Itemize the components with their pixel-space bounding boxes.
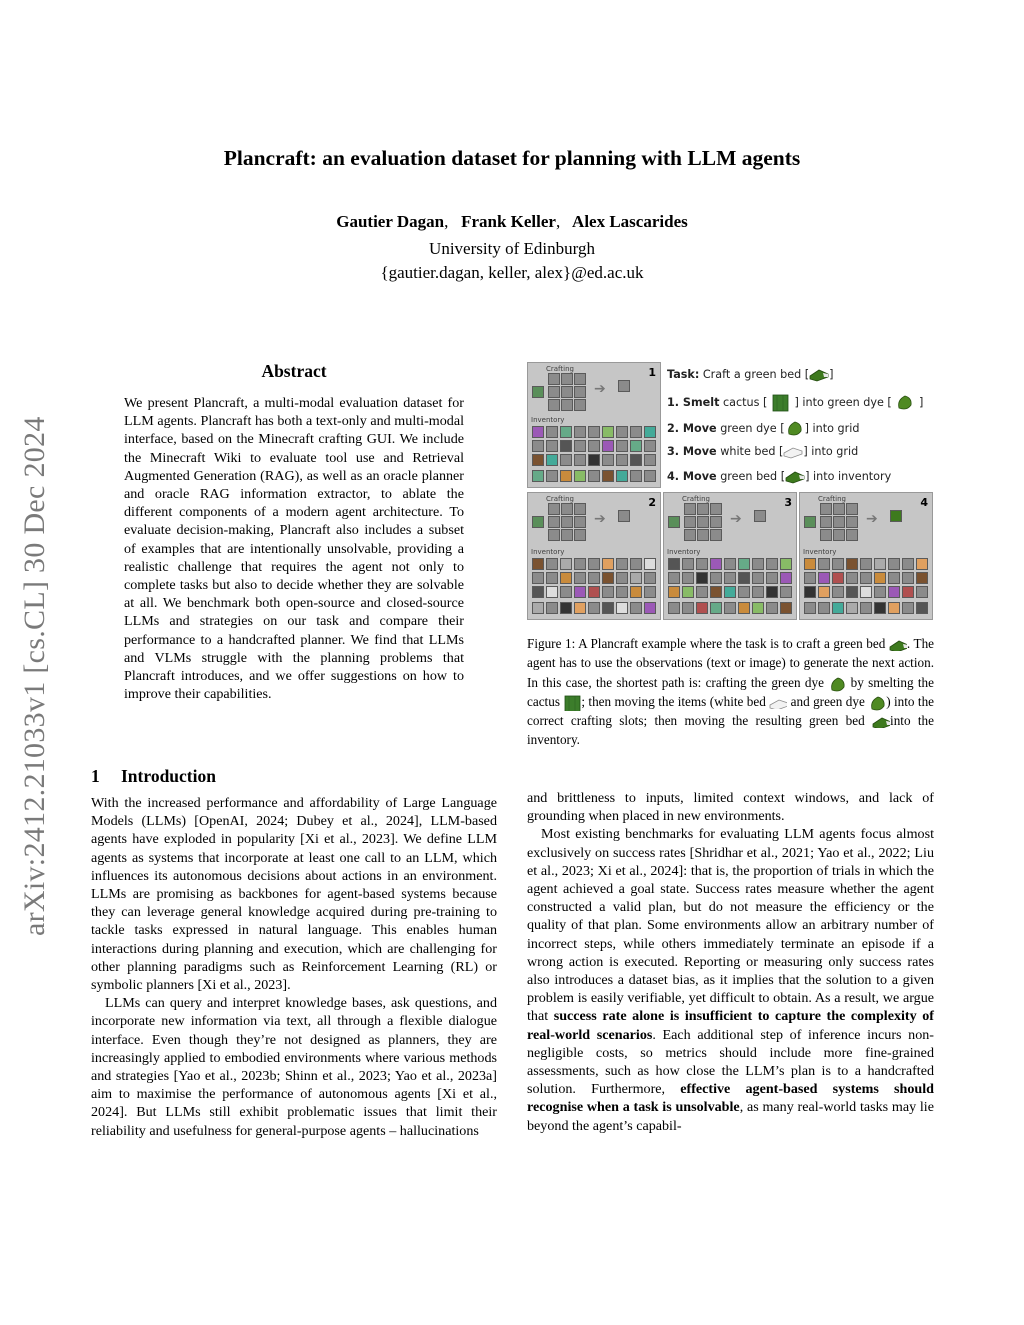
crafting-result-slot <box>754 510 766 522</box>
inventory-slot <box>616 586 628 598</box>
inventory-slot <box>696 586 708 598</box>
inventory-slot <box>902 572 914 584</box>
inventory-slot <box>888 586 900 598</box>
panel-number: 1 <box>648 366 656 379</box>
inventory-slot <box>532 572 544 584</box>
panel-number: 4 <box>920 496 928 509</box>
crafting-grid-slot <box>710 529 722 541</box>
inventory-slot <box>832 586 844 598</box>
paragraph: and brittleness to inputs, limited context windows, and lack of grounding when placed in new environments. <box>527 790 934 825</box>
crafting-grid-slot <box>846 516 858 528</box>
inventory-slot <box>738 572 750 584</box>
crafting-grid-slot <box>684 503 696 515</box>
crafting-grid-slot <box>710 503 722 515</box>
crafting-grid-slot <box>820 516 832 528</box>
inventory-slot <box>644 440 656 452</box>
crafting-result-slot <box>618 380 630 392</box>
inventory-slot <box>574 572 586 584</box>
inventory-slot <box>630 602 642 614</box>
inventory-slot <box>630 586 642 598</box>
furnace-slot <box>532 386 544 398</box>
inventory-slot <box>588 586 600 598</box>
figure-caption <box>527 634 934 750</box>
arrow-icon: ➔ <box>594 381 606 397</box>
inventory-slot <box>916 602 928 614</box>
inventory-slot <box>710 602 722 614</box>
inventory-slot <box>616 572 628 584</box>
inventory-slot <box>916 558 928 570</box>
inventory-slot <box>888 558 900 570</box>
inventory-slot <box>804 558 816 570</box>
inventory-slot <box>738 602 750 614</box>
step-label: 2. Move <box>667 422 717 435</box>
white-bed-icon <box>783 445 803 459</box>
inventory-slot <box>630 470 642 482</box>
inventory-slot <box>724 572 736 584</box>
inventory-slot <box>560 558 572 570</box>
inventory-slot <box>560 602 572 614</box>
section-number: 1 <box>91 766 100 786</box>
arrow-icon: ➔ <box>594 511 606 527</box>
inventory-slot <box>874 572 886 584</box>
crafting-grid-slot <box>561 399 573 411</box>
green-bed-icon <box>785 470 805 484</box>
inventory-slot <box>804 602 816 614</box>
green-bed-icon <box>809 368 829 382</box>
inventory-slot <box>532 602 544 614</box>
inventory-slot <box>574 602 586 614</box>
inventory-slot <box>630 440 642 452</box>
inventory-slot <box>668 586 680 598</box>
inventory-slot <box>738 586 750 598</box>
inventory-slot <box>588 470 600 482</box>
green-dye-icon <box>895 394 915 412</box>
green-bed-icon <box>889 639 907 651</box>
inventory-slot <box>682 572 694 584</box>
crafting-grid-slot <box>561 516 573 528</box>
crafting-grid-slot <box>561 373 573 385</box>
panel-number: 3 <box>784 496 792 509</box>
paragraph-text: , as many real-world tasks may lie beyond the agent’s capabil- <box>527 1099 934 1134</box>
crafting-grid-slot <box>561 529 573 541</box>
crafting-grid-slot <box>548 386 560 398</box>
inventory-slot <box>888 602 900 614</box>
inventory-slot <box>846 572 858 584</box>
crafting-grid-slot <box>574 529 586 541</box>
inventory-slot <box>916 586 928 598</box>
inventory-slot <box>874 602 886 614</box>
inventory-slot <box>738 558 750 570</box>
paragraph-text: Most existing benchmarks for evaluating LLM agents focus almost exclusively on success rates [Shridhar et al., 2021; Yao et al., 2022; Liu et al., 2023; Xi et al., 2024]: that is, the proportion of trials in which the agent achieved a goal state. Success rates measure whether the agent constructed a valid plan, but do not measure the efficiency or the quality of that plan. Some environments allow an arbitrary number of incorrect steps, while others immediately terminate an episode if a wrong action is executed. Reporting or measuring only success rates also introduces a dataset bias, as it implies that the solution to a given problem is easily verifiable, yet difficult to obtain. As a result, we argue that <box>527 826 934 1025</box>
step-2 <box>667 420 859 438</box>
inventory-slot <box>696 558 708 570</box>
step-text: green dye [ <box>720 422 785 435</box>
inventory-slot <box>780 602 792 614</box>
inventory-slot <box>916 572 928 584</box>
crafting-grid-slot <box>561 503 573 515</box>
inventory-slot <box>818 586 830 598</box>
inventory-slot <box>860 586 872 598</box>
crafting-grid-slot <box>574 503 586 515</box>
inventory-slot <box>818 572 830 584</box>
white-bed-icon <box>769 697 787 709</box>
inventory-label: Inventory <box>531 416 565 424</box>
inventory-slot <box>532 586 544 598</box>
inventory-slot <box>616 558 628 570</box>
caption-text: ) into the correct crafting slots; then moving the resulting green bed <box>527 693 935 729</box>
intro-right-column <box>527 789 934 1135</box>
inventory-slot <box>588 426 600 438</box>
inventory-slot <box>724 602 736 614</box>
inventory-slot <box>644 586 656 598</box>
inventory-slot <box>846 558 858 570</box>
intro-left-column <box>91 794 497 1140</box>
inventory-slot <box>710 558 722 570</box>
author-email: {gautier.dagan, keller, alex}@ed.ac.uk <box>380 263 644 282</box>
green-dye-icon <box>828 676 846 692</box>
step-4 <box>667 470 891 484</box>
affiliation: University of Edinburgh <box>429 239 595 258</box>
crafting-grid-slot <box>574 516 586 528</box>
crafting-grid-slot <box>697 503 709 515</box>
inventory-slot <box>602 426 614 438</box>
bracket: ] <box>829 368 834 381</box>
inventory-slot <box>710 572 722 584</box>
inventory-slot <box>682 586 694 598</box>
crafting-result-slot <box>890 510 902 522</box>
arrow-icon: ➔ <box>730 511 742 527</box>
inventory-slot <box>616 426 628 438</box>
task-text: Craft a green bed [ <box>702 368 810 381</box>
crafting-label: Crafting <box>818 495 846 503</box>
inventory-slot <box>602 454 614 466</box>
inventory-slot <box>804 586 816 598</box>
step-text: ] into inventory <box>805 470 892 483</box>
arrow-icon: ➔ <box>866 511 878 527</box>
bracket: ] <box>918 396 924 409</box>
inventory-slot <box>766 586 778 598</box>
inventory-slot <box>560 470 572 482</box>
inventory-slot <box>616 454 628 466</box>
paper-title: Plancraft: an evaluation dataset for planning with LLM agents <box>223 146 801 170</box>
inventory-slot <box>780 586 792 598</box>
green-dye-icon <box>785 420 805 438</box>
inventory-slot <box>644 470 656 482</box>
step-text: green bed [ <box>720 470 786 483</box>
step-text: ] into green dye [ <box>794 396 892 409</box>
inventory-slot <box>668 602 680 614</box>
step-text: ] into grid <box>804 422 860 435</box>
inventory-label: Inventory <box>667 548 701 556</box>
crafting-grid-slot <box>833 529 845 541</box>
inventory-slot <box>630 426 642 438</box>
figure-1 <box>527 362 937 620</box>
inventory-slot <box>574 586 586 598</box>
crafting-grid-slot <box>548 503 560 515</box>
inventory-slot <box>560 454 572 466</box>
inventory-slot <box>546 440 558 452</box>
inventory-slot <box>560 586 572 598</box>
inventory-slot <box>846 586 858 598</box>
paragraph <box>527 825 934 1134</box>
crafting-grid-slot <box>833 516 845 528</box>
inventory-slot <box>832 572 844 584</box>
inventory-slot <box>602 558 614 570</box>
cactus-icon <box>563 695 581 711</box>
inventory-slot <box>644 558 656 570</box>
inventory-slot <box>574 558 586 570</box>
inventory-slot <box>588 558 600 570</box>
crafting-grid-slot <box>820 529 832 541</box>
inventory-slot <box>546 454 558 466</box>
crafting-grid-slot <box>684 516 696 528</box>
inventory-slot <box>902 602 914 614</box>
crafting-grid-slot <box>820 503 832 515</box>
crafting-grid-slot <box>697 529 709 541</box>
inventory-slot <box>682 602 694 614</box>
inventory-slot <box>532 558 544 570</box>
inventory-slot <box>532 426 544 438</box>
inventory-slot <box>616 602 628 614</box>
inventory-slot <box>574 426 586 438</box>
inventory-slot <box>588 454 600 466</box>
inventory-slot <box>724 586 736 598</box>
task-line <box>667 368 834 382</box>
crafting-result-slot <box>618 510 630 522</box>
crafting-grid-slot <box>710 516 722 528</box>
inventory-slot <box>804 572 816 584</box>
inventory-slot <box>874 558 886 570</box>
paragraph: LLMs can query and interpret knowledge bases, ask questions, and incorporate new information via text, all through a flexible dialogue interface. Even though they’re not designed as planners, they are increasingly applied to embodied environments where various methods and strategies [Yao et al., 2023b; Shinn et al., 2023; Yao et al., 2023a] aim to maximise the performance of autonomous agents [Xi et al., 2024]. But LLMs still exhibit problematic issues that limit their reliability and usefulness for general-purpose agents – hallucinations <box>91 995 497 1139</box>
inventory-slot <box>644 426 656 438</box>
inventory-slot <box>588 440 600 452</box>
emphasis-text: effective agent-based systems should recognise when a task is unsolvable <box>527 1081 934 1116</box>
furnace-slot <box>532 516 544 528</box>
section-heading <box>91 766 216 787</box>
inventory-slot <box>546 572 558 584</box>
inventory-slot <box>668 572 680 584</box>
inventory-slot <box>752 602 764 614</box>
inventory-slot <box>860 558 872 570</box>
inventory-slot <box>874 586 886 598</box>
inventory-slot <box>644 602 656 614</box>
caption-text: into the inventory. <box>527 713 935 748</box>
green-bed-icon <box>872 716 890 728</box>
inventory-slot <box>860 602 872 614</box>
inventory-slot <box>696 572 708 584</box>
crafting-grid-slot <box>548 399 560 411</box>
crafting-label: Crafting <box>546 365 574 373</box>
author-name: Gautier Dagan <box>336 212 445 231</box>
crafting-label: Crafting <box>546 495 574 503</box>
step-label: 4. Move <box>667 470 717 483</box>
paragraph: With the increased performance and affordability of Large Language Models (LLMs) [OpenAI, 2024; Dubey et al., 2024], LLM-based agents have exploded in popularity [Xi et al., 2023]. We define LLM agents as systems that incorporate at least one call to an LLM, which influences its autonomous decisions about actions in an environment. LLMs are promising as backbones for agent-based systems because they can leverage general knowledge acquired during pre-training to tackle tasks expressed in natural language. This enables human interactions during planning and execution, which are challenging for other planning paradigms such as Reinforcement Learning (RL) or symbolic planners [Xi et al., 2023]. <box>91 795 497 994</box>
inventory-slot <box>766 602 778 614</box>
crafting-grid-slot <box>846 503 858 515</box>
crafting-grid-slot <box>697 516 709 528</box>
step-label: 3. Move <box>667 445 717 458</box>
step-1 <box>667 394 923 412</box>
inventory-slot <box>832 558 844 570</box>
step-text: white bed [ <box>720 445 784 458</box>
inventory-slot <box>546 602 558 614</box>
inventory-slot <box>574 454 586 466</box>
section-title: Introduction <box>121 766 216 786</box>
inventory-slot <box>818 602 830 614</box>
inventory-label: Inventory <box>803 548 837 556</box>
inventory-slot <box>766 572 778 584</box>
inventory-slot <box>780 558 792 570</box>
green-dye-icon <box>868 695 886 711</box>
inventory-slot <box>560 440 572 452</box>
inventory-slot <box>602 602 614 614</box>
inventory-slot <box>616 440 628 452</box>
inventory-slot <box>644 572 656 584</box>
step-text: cactus [ <box>722 396 768 409</box>
crafting-grid-slot <box>846 529 858 541</box>
inventory-slot <box>546 558 558 570</box>
caption-text: and green dye <box>790 693 865 709</box>
caption-text: ; then moving the items (white bed <box>581 693 766 709</box>
inventory-slot <box>560 572 572 584</box>
step-label: 1. Smelt <box>667 396 720 409</box>
caption-text: Figure 1: A Plancraft example where the task is to craft a green bed <box>527 636 886 651</box>
crafting-panel-1 <box>527 362 661 488</box>
inventory-slot <box>752 586 764 598</box>
crafting-grid-slot <box>548 516 560 528</box>
inventory-slot <box>546 470 558 482</box>
inventory-slot <box>766 558 778 570</box>
abstract-text: We present Plancraft, a multi-modal evaluation dataset for LLM agents. Plancraft has both a text-only and multi-modal interface, based on the Minecraft crafting GUI. We include the Minecraft Wiki to evaluate tool use and Retrieval Augmented Generation (RAG), as well as an oracle planner and oracle RAG information extractor, to ablate the different components of a modern agent architecture. To evaluate decision-making, Plancraft also includes a subset of examples that are intentionally unsolvable, providing a realistic challenge that requires the agent not only to complete tasks but also to decide whether they are solvable at all. We benchmark both open-source and closed-source LLMs and strategies on our task and compare their performance to a handcrafted planner. We find that LLMs and VLMs struggle with the planning problems that Plancraft introduces, and we offer suggestions on how to improve their capabilities. <box>124 395 464 703</box>
inventory-slot <box>532 440 544 452</box>
inventory-slot <box>532 470 544 482</box>
inventory-slot <box>644 454 656 466</box>
inventory-slot <box>588 572 600 584</box>
furnace-slot <box>804 516 816 528</box>
panel-number: 2 <box>648 496 656 509</box>
crafting-grid-slot <box>574 386 586 398</box>
inventory-slot <box>902 586 914 598</box>
crafting-panel-4 <box>799 492 933 620</box>
inventory-slot <box>602 586 614 598</box>
abstract-heading: Abstract <box>261 361 327 381</box>
paragraph-text: . Each additional step of inference incurs non-negligible costs, so metrics should include more fine-grained assessments, such as how close the LLM’s plan is to a handcrafted solution. Furthermore, <box>527 1026 934 1098</box>
author-name: Frank Keller <box>461 212 556 231</box>
step-text: ] into grid <box>803 445 859 458</box>
crafting-grid-slot <box>574 399 586 411</box>
inventory-slot <box>752 558 764 570</box>
author-name: Alex Lascarides <box>572 212 688 231</box>
inventory-slot <box>696 602 708 614</box>
step-3 <box>667 445 858 459</box>
inventory-slot <box>710 586 722 598</box>
inventory-slot <box>846 602 858 614</box>
caption-text: by smelting the cactus <box>527 674 935 709</box>
crafting-grid-slot <box>561 386 573 398</box>
crafting-grid-slot <box>833 503 845 515</box>
inventory-slot <box>630 454 642 466</box>
cactus-icon <box>771 394 791 412</box>
inventory-slot <box>546 586 558 598</box>
task-label: Task: <box>667 368 700 381</box>
inventory-slot <box>532 454 544 466</box>
crafting-grid-slot <box>574 373 586 385</box>
crafting-grid-slot <box>684 529 696 541</box>
inventory-slot <box>832 602 844 614</box>
emphasis-text: success rate alone is insufficient to capture the complexity of real-world scenarios <box>527 1008 934 1043</box>
inventory-slot <box>588 602 600 614</box>
inventory-slot <box>752 572 764 584</box>
inventory-slot <box>668 558 680 570</box>
crafting-panel-3 <box>663 492 797 620</box>
inventory-slot <box>724 558 736 570</box>
inventory-slot <box>602 470 614 482</box>
inventory-slot <box>630 558 642 570</box>
inventory-slot <box>546 426 558 438</box>
crafting-label: Crafting <box>682 495 710 503</box>
inventory-slot <box>780 572 792 584</box>
inventory-slot <box>818 558 830 570</box>
inventory-slot <box>888 572 900 584</box>
crafting-grid-slot <box>548 373 560 385</box>
furnace-slot <box>668 516 680 528</box>
crafting-panel-2 <box>527 492 661 620</box>
inventory-slot <box>574 470 586 482</box>
inventory-slot <box>630 572 642 584</box>
inventory-slot <box>602 440 614 452</box>
arxiv-identifier: arXiv:2412.21033v1 [cs.CL] 30 Dec 2024 <box>18 416 51 936</box>
crafting-grid-slot <box>548 529 560 541</box>
inventory-slot <box>574 440 586 452</box>
inventory-slot <box>602 572 614 584</box>
inventory-label: Inventory <box>531 548 565 556</box>
inventory-slot <box>902 558 914 570</box>
inventory-slot <box>560 426 572 438</box>
caption-text: . The agent has to use the observations (text or image) to generate the next action. In this case, the shortest path is: crafting the green dye <box>527 636 935 690</box>
inventory-slot <box>682 558 694 570</box>
author-list: Gautier Dagan, Frank Keller, Alex Lascarides <box>336 212 688 231</box>
inventory-slot <box>616 470 628 482</box>
inventory-slot <box>860 572 872 584</box>
